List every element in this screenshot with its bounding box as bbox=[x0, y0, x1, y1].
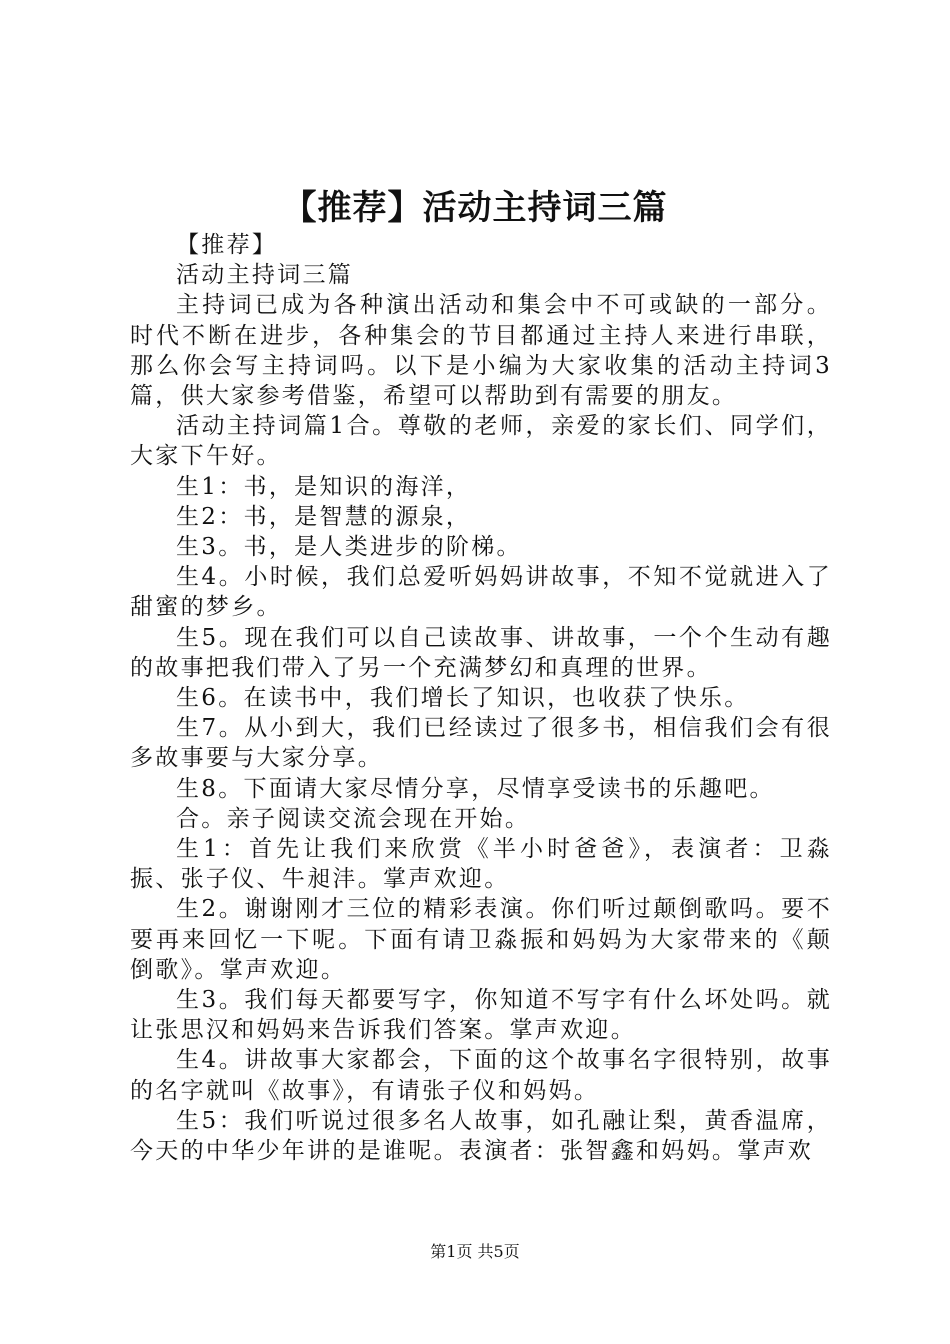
paragraph: 生2：书，是智慧的源泉， bbox=[176, 503, 472, 530]
paragraph: 生4。小时候，我们总爱听妈妈讲故事，不知不觉就进入了甜蜜的梦乡。 bbox=[130, 564, 832, 621]
paragraph: 生7。从小到大，我们已经读过了很多书，相信我们会有很多故事要与大家分享。 bbox=[130, 715, 832, 772]
paragraph: 生5。现在我们可以自己读故事、讲故事，一个个生动有趣的故事把我们带入了另一个充满梦幻和真理的世界。 bbox=[130, 624, 832, 681]
paragraph: 生1：书，是知识的海洋， bbox=[176, 473, 472, 500]
paragraph: 主持词已成为各种演出活动和集会中不可或缺的一部分。时代不断在进步，各种集会的节目都通过主持人来进行串联，那么你会写主持词吗。以下是小编为大家收集的活动主持词3篇，供大家参考借鉴，希望可以帮助到有需要的朋友。 bbox=[130, 292, 832, 410]
paragraph: 生4。讲故事大家都会，下面的这个故事名字很特别，故事的名字就叫《故事》，有请张子仪和妈妈。 bbox=[130, 1047, 832, 1104]
page-footer: 第1页 共5页 bbox=[430, 1242, 520, 1261]
paragraph: 活动主持词篇1合。尊敬的老师，亲爱的家长们、同学们，大家下午好。 bbox=[130, 413, 832, 470]
paragraph: 生1：首先让我们来欣赏《半小时爸爸》，表演者：卫淼振、张子仪、牛昶沣。掌声欢迎。 bbox=[130, 836, 832, 893]
document-title: 【推荐】活动主持词三篇 bbox=[282, 188, 668, 228]
paragraph: 【推荐】 bbox=[176, 232, 278, 258]
paragraph: 生5：我们听说过很多名人故事，如孔融让梨，黄香温席，今天的中华少年讲的是谁呢。表演者：张智鑫和妈妈。掌声欢 bbox=[130, 1107, 832, 1165]
document-body bbox=[130, 230, 832, 1166]
paragraph: 生3。书，是人类进步的阶梯。 bbox=[176, 534, 522, 561]
paragraph: 活动主持词三篇 bbox=[176, 262, 354, 289]
paragraph: 生3。我们每天都要写字，你知道不写字有什么坏处吗。就让张思汉和妈妈来告诉我们答案。掌声欢迎。 bbox=[130, 987, 832, 1044]
paragraph: 生8。下面请大家尽情分享，尽情享受读书的乐趣吧。 bbox=[176, 775, 775, 802]
paragraph: 生2。谢谢刚才三位的精彩表演。你们听过颠倒歌吗。要不要再来回忆一下呢。下面有请卫淼振和妈妈为大家带来的《颠倒歌》。掌声欢迎。 bbox=[130, 896, 832, 983]
paragraph: 合。亲子阅读交流会现在开始。 bbox=[176, 805, 531, 832]
paragraph: 生6。在读书中，我们增长了知识，也收获了快乐。 bbox=[176, 685, 750, 712]
